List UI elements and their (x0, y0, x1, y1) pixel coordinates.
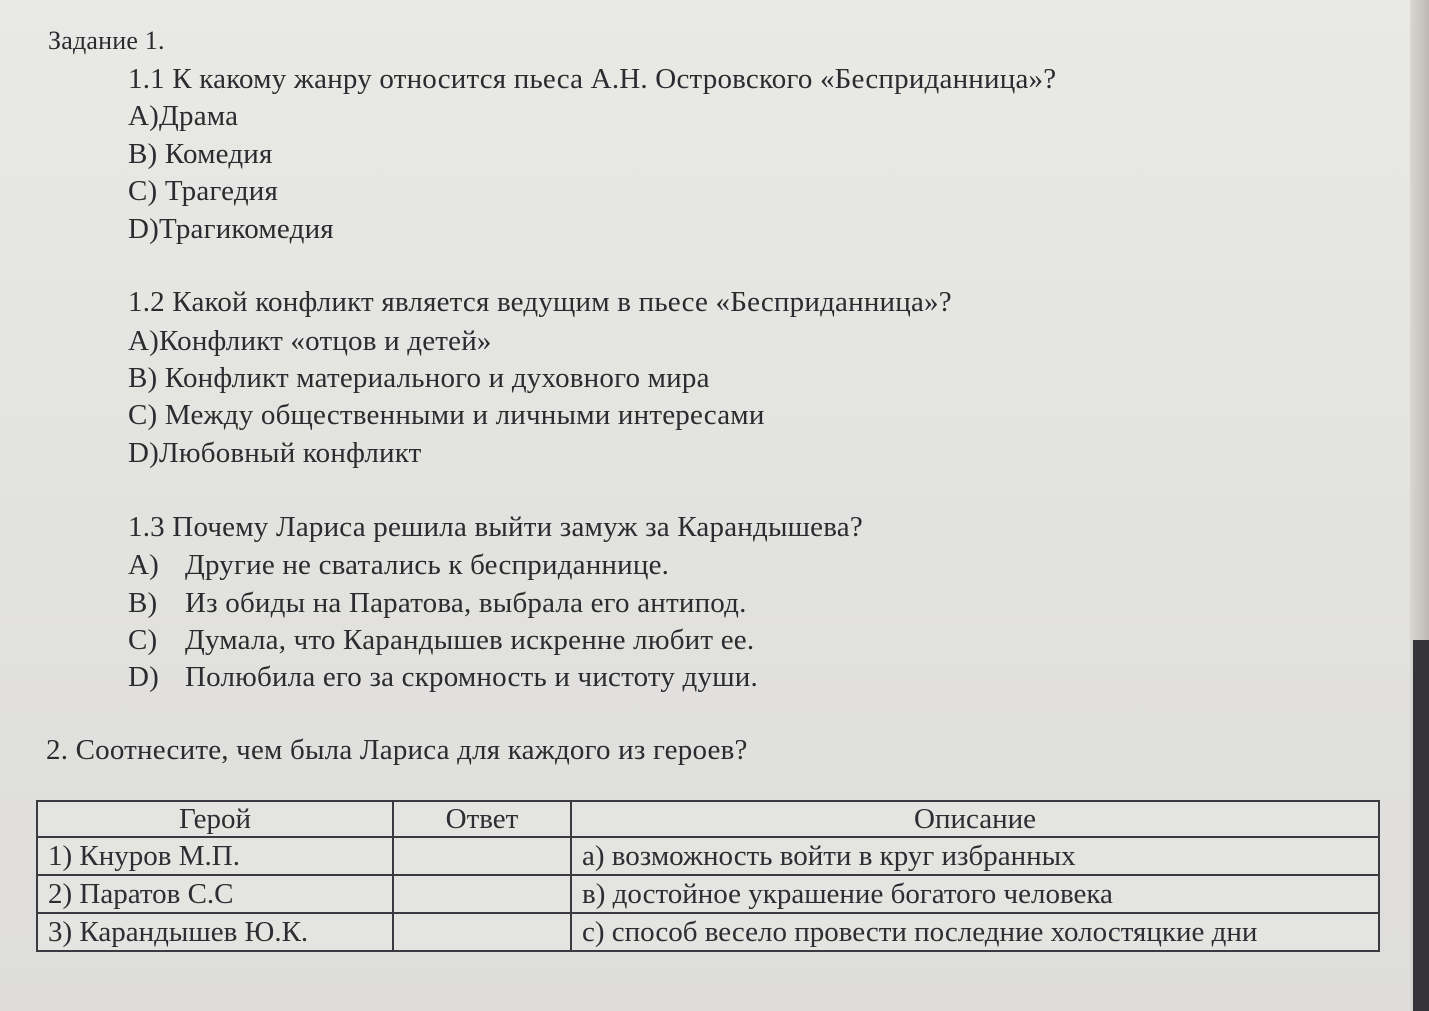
option-1-1-b (128, 137, 273, 171)
option-letter: C) (128, 175, 158, 207)
column-header-answer: Ответ (393, 801, 571, 837)
option-letter: D) (128, 213, 160, 245)
option-1-3-d (128, 660, 758, 694)
answer-cell[interactable] (393, 837, 571, 875)
description-cell: с) способ весело провести последние холостяцкие дни (571, 913, 1379, 951)
table-header-row (37, 801, 1379, 837)
option-1-3-a (128, 548, 669, 582)
option-letter: B) (128, 587, 158, 619)
option-text: Любовный конфликт (159, 437, 422, 469)
option-letter: D) (128, 661, 160, 693)
option-text: Драма (159, 100, 239, 132)
option-text: Конфликт материального и духовного мира (164, 362, 710, 394)
hero-cell: 3) Карандышев Ю.К. (37, 913, 393, 951)
option-1-2-d (128, 436, 422, 470)
option-letter: C) (128, 624, 158, 656)
task2-title: 2. Соотнесите, чем была Лариса для каждого из героев? (46, 734, 748, 766)
option-text: Другие не сватались к бесприданнице. (185, 549, 670, 581)
question-1-3: 1.3 Почему Лариса решила выйти замуж за Карандышева? (128, 511, 863, 543)
hero-cell: 2) Паратов С.С (37, 875, 393, 913)
question-1-1: 1.1 К какому жанру относится пьеса А.Н. Островского «Бесприданница»? (128, 63, 1057, 95)
column-header-hero: Герой (37, 801, 393, 837)
option-1-3-b (128, 586, 747, 620)
table-row (37, 875, 1379, 913)
option-text: Трагедия (164, 175, 279, 207)
table-row (37, 837, 1379, 875)
option-letter: D) (128, 437, 160, 469)
table-row (37, 913, 1379, 951)
option-text: Между общественными и личными интересами (164, 399, 765, 431)
option-letter: A) (128, 100, 160, 132)
option-letter: A) (128, 549, 160, 581)
option-letter: B) (128, 138, 158, 170)
option-1-1-a (128, 99, 238, 133)
option-1-1-c (128, 174, 278, 208)
option-1-3-c (128, 623, 754, 657)
option-1-2-a (128, 324, 492, 358)
question-1-2: 1.2 Какой конфликт является ведущим в пьесе «Бесприданница»? (128, 286, 952, 318)
option-letter: A) (128, 325, 160, 357)
matching-table (36, 800, 1380, 952)
column-header-description: Описание (571, 801, 1379, 837)
option-text: Полюбила его за скромность и чистоту души. (185, 661, 758, 693)
option-text: Из обиды на Паратова, выбрала его антипод. (185, 587, 747, 619)
task1-title: Задание 1. (48, 26, 165, 55)
background-surface (1413, 640, 1429, 1011)
option-text: Комедия (164, 138, 273, 170)
option-1-2-b (128, 361, 710, 395)
answer-cell[interactable] (393, 913, 571, 951)
description-cell: а) возможность войти в круг избранных (571, 837, 1379, 875)
option-text: Трагикомедия (159, 213, 334, 245)
hero-cell: 1) Кнуров М.П. (37, 837, 393, 875)
option-text: Думала, что Карандышев искренне любит ее. (185, 624, 755, 656)
description-cell: в) достойное украшение богатого человека (571, 875, 1379, 913)
option-letter: C) (128, 399, 158, 431)
option-text: Конфликт «отцов и детей» (159, 325, 492, 357)
option-letter: B) (128, 362, 158, 394)
option-1-1-d (128, 212, 334, 246)
answer-cell[interactable] (393, 875, 571, 913)
option-1-2-c (128, 398, 765, 432)
